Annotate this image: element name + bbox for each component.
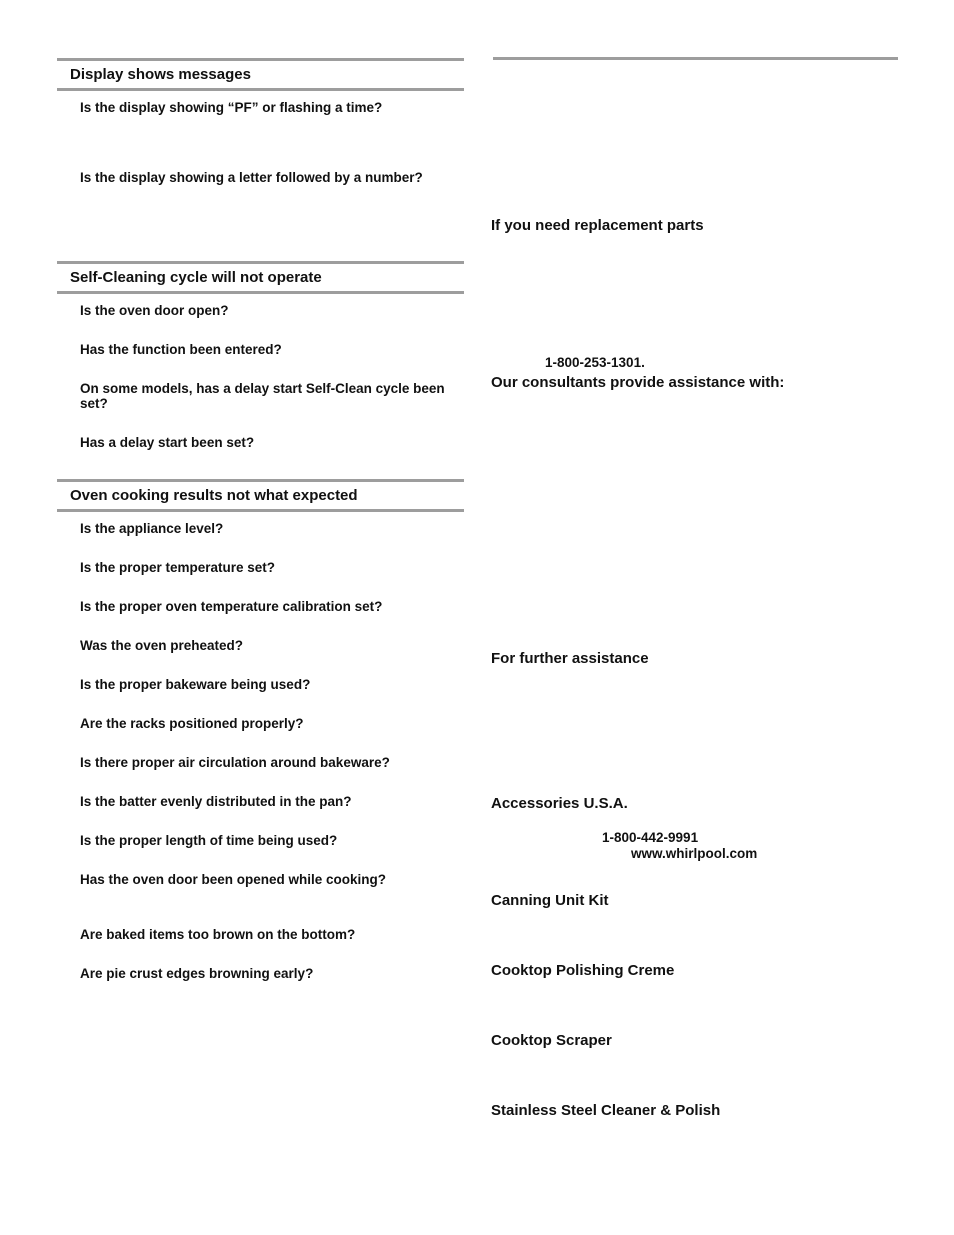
section-title-oven-cooking-results: Oven cooking results not what expected bbox=[70, 487, 358, 504]
question-function-entered: Has the function been entered? bbox=[80, 342, 282, 357]
section-bottom-rule bbox=[57, 291, 464, 294]
question-display-pf: Is the display showing “PF” or flashing a time? bbox=[80, 100, 383, 115]
question-delay-start-set: Has a delay start been set? bbox=[80, 435, 255, 450]
product-cooktop-polishing-creme: Cooktop Polishing Creme bbox=[491, 962, 675, 979]
product-canning-unit-kit: Canning Unit Kit bbox=[491, 892, 609, 909]
question-proper-bakeware: Is the proper bakeware being used? bbox=[80, 677, 311, 692]
question-oven-door-open: Is the oven door open? bbox=[80, 303, 229, 318]
section-title-self-cleaning: Self-Cleaning cycle will not operate bbox=[70, 269, 322, 286]
question-oven-preheated: Was the oven preheated? bbox=[80, 638, 244, 653]
right-column-top-rule bbox=[493, 57, 898, 60]
section-bottom-rule bbox=[57, 509, 464, 512]
question-temperature-calibration: Is the proper oven temperature calibration set? bbox=[80, 599, 383, 614]
question-too-brown-bottom: Are baked items too brown on the bottom? bbox=[80, 927, 356, 942]
accessories-website: www.whirlpool.com bbox=[631, 846, 758, 861]
question-display-letter-number: Is the display showing a letter followed by a number? bbox=[80, 170, 423, 185]
section-top-rule bbox=[57, 261, 464, 264]
further-assistance-heading: For further assistance bbox=[491, 650, 649, 667]
question-racks-positioned: Are the racks positioned properly? bbox=[80, 716, 304, 731]
consultants-heading: Our consultants provide assistance with: bbox=[491, 374, 785, 391]
accessories-heading: Accessories U.S.A. bbox=[491, 795, 628, 812]
question-appliance-level: Is the appliance level? bbox=[80, 521, 224, 536]
product-cooktop-scraper: Cooktop Scraper bbox=[491, 1032, 612, 1049]
question-door-opened: Has the oven door been opened while cooking? bbox=[80, 872, 387, 887]
section-title-display-messages: Display shows messages bbox=[70, 66, 251, 83]
question-length-of-time: Is the proper length of time being used? bbox=[80, 833, 338, 848]
section-top-rule bbox=[57, 58, 464, 61]
product-stainless-steel-cleaner: Stainless Steel Cleaner & Polish bbox=[491, 1102, 721, 1119]
question-pie-crust-edges: Are pie crust edges browning early? bbox=[80, 966, 314, 981]
accessories-phone: 1-800-442-9991 bbox=[602, 830, 699, 845]
question-delay-start-self-clean: On some models, has a delay start Self-Clean cycle been set? bbox=[80, 381, 445, 411]
replacement-parts-heading: If you need replacement parts bbox=[491, 217, 704, 234]
question-air-circulation: Is there proper air circulation around bakeware? bbox=[80, 755, 390, 770]
section-top-rule bbox=[57, 479, 464, 482]
question-batter-distributed: Is the batter evenly distributed in the pan? bbox=[80, 794, 352, 809]
section-bottom-rule bbox=[57, 88, 464, 91]
replacement-parts-phone: 1-800-253-1301. bbox=[545, 355, 645, 370]
question-proper-temperature: Is the proper temperature set? bbox=[80, 560, 276, 575]
